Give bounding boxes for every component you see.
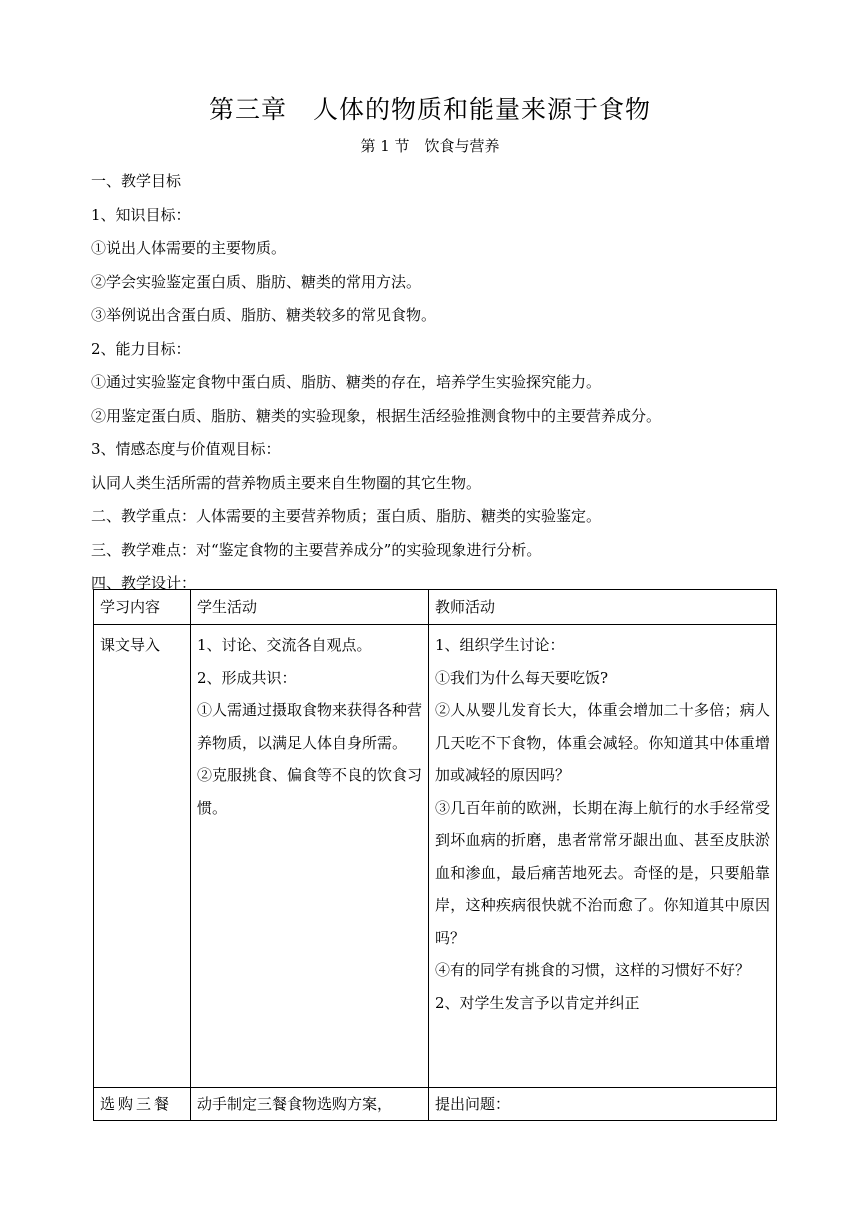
heading-difficulties: 三、教学难点：对“鉴定食物的主要营养成分”的实验现象进行分析。 [91,540,542,559]
table-header-cell: 学习内容 [94,590,191,625]
table-header-row [94,590,777,625]
table-header-cell: 教师活动 [429,590,777,625]
cell-paragraph: ②克服挑食、偏食等不良的饮食习惯。 [197,766,423,817]
cell-paragraph: 1、组织学生讨论： [435,636,565,654]
cell-paragraph: 2、形成共识： [197,668,297,687]
cell-paragraph: 1、讨论、交流各自观点。 [197,636,372,654]
table-cell-content: 课文导入 [94,625,191,1088]
heading-key-points: 二、教学重点：人体需要的主要营养物质；蛋白质、脂肪、糖类的实验鉴定。 [91,507,602,525]
list-item: ①说出人体需要的主要物质。 [91,239,287,257]
heading-teaching-goals: 一、教学目标 [91,172,182,190]
list-item: ②学会实验鉴定蛋白质、脂肪、糖类的常用方法。 [91,272,422,291]
cell-paragraph: ③几百年前的欧洲，长期在海上航行的水手经常受到坏血病的折磨，患者常常牙龈出血、甚至皮肤淤血和渗血，最后痛苦地死去。奇怪的是，只要船靠岸，这种疾病很快就不治而愈了。你知道其中原因吗？ [435,798,770,947]
table-cell-teacher: 提出问题： [429,1088,777,1121]
cell-paragraph: ②人从婴儿发育长大，体重会增加二十多倍；病人几天吃不下食物，体重会减轻。你知道其中体重增加或减轻的原因吗？ [435,701,770,784]
list-item: ②用鉴定蛋白质、脂肪、糖类的实验现象，根据生活经验推测食物中的主要营养成分。 [91,406,662,425]
table-cell-teacher [429,625,777,1088]
cell-paragraph: ④有的同学有挑食的习惯，这样的习惯好不好？ [435,961,751,979]
table-cell-student: 动手制定三餐食物选购方案， [191,1088,429,1121]
body-text [91,168,791,604]
list-item: ③举例说出含蛋白质、脂肪、糖类较多的常见食物。 [91,306,437,324]
chapter-title: 第三章 人体的物质和能量来源于食物 [208,95,651,124]
paragraph: 认同人类生活所需的营养物质主要来自生物圈的其它生物。 [91,473,482,492]
heading-teaching-design: 四、教学设计： [91,574,197,592]
table-cell-content: 选购三餐 [94,1088,191,1121]
section-title: 第 1 节 饮食与营养 [360,137,500,155]
table-row [94,1088,777,1121]
cell-paragraph: 2、对学生发言予以肯定并纠正 [435,993,640,1012]
table-row [94,625,777,1088]
cell-paragraph: ①人需通过摄取食物来获得各种营养物质，以满足人体自身所需。 [197,701,423,752]
list-item: ①通过实验鉴定食物中蛋白质、脂肪、糖类的存在，培养学生实验探究能力。 [91,373,602,391]
heading-knowledge-goals: 1、知识目标： [91,205,191,224]
table-cell-student [191,625,429,1088]
table-header-cell: 学生活动 [191,590,429,625]
heading-ability-goals: 2、能力目标： [91,339,191,358]
cell-paragraph: ①我们为什么每天要吃饭? [435,668,609,687]
teaching-design-table [93,589,777,1121]
heading-attitude-goals: 3、情感态度与价值观目标： [91,440,281,458]
